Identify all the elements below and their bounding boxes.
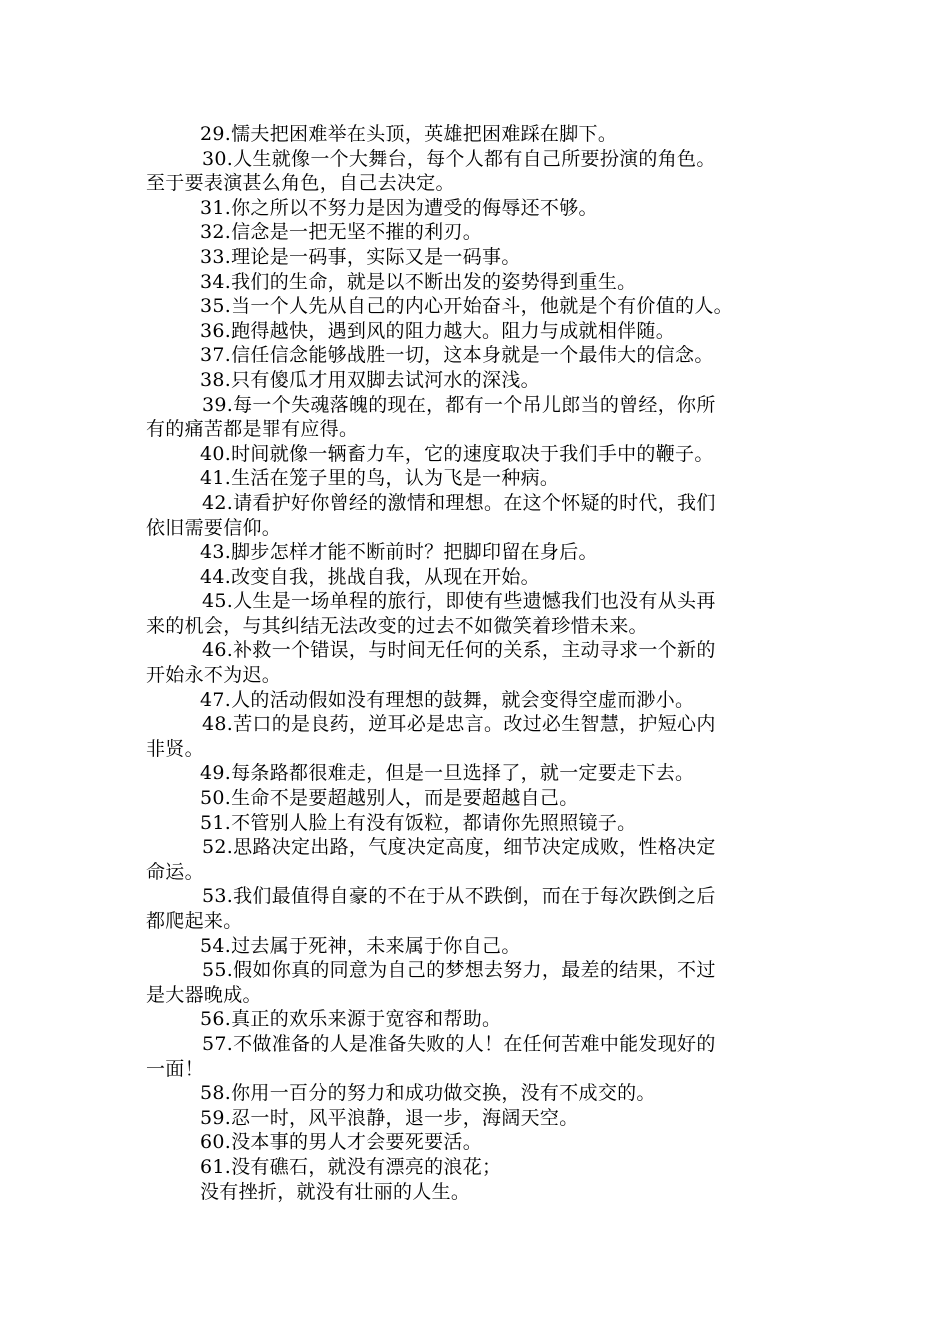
quote-line-continuation: 开始永不为迟。 xyxy=(146,664,282,687)
quote-line: 49.每条路都很难走，但是一旦选择了，就一定要走下去。 xyxy=(200,762,695,785)
quote-line: 32.信念是一把无坚不摧的利刃。 xyxy=(200,221,483,244)
quote-line: 60.没本事的男人才会要死要活。 xyxy=(200,1131,483,1154)
quote-line-continuation: 依旧需要信仰。 xyxy=(146,516,282,539)
quote-line-continuation: 是大器晚成。 xyxy=(146,983,262,1006)
quote-line: 36.跑得越快，遇到风的阻力越大。阻力与成就相伴随。 xyxy=(200,319,676,342)
quote-line: 51.不管别人脸上有没有饭粒，都请你先照照镜子。 xyxy=(200,811,637,834)
quote-line: 46.补救一个错误，与时间无任何的关系，主动寻求一个新的 xyxy=(202,639,716,662)
quote-line: 61.没有礁石，就没有漂亮的浪花； xyxy=(200,1155,502,1178)
quote-line: 39.每一个失魂落魄的现在，都有一个吊儿郎当的曾经，你所 xyxy=(202,393,716,416)
quote-line-continuation: 非贤。 xyxy=(146,737,204,760)
quote-list xyxy=(146,122,816,1204)
quote-line-continuation: 至于要表演甚么角色，自己去决定。 xyxy=(146,172,455,195)
quote-line-continuation: 有的痛苦都是罪有应得。 xyxy=(146,418,359,441)
quote-line: 29.懦夫把困难举在头顶，英雄把困难踩在脚下。 xyxy=(200,123,618,145)
quote-line: 42.请看护好你曾经的激情和理想。在这个怀疑的时代，我们 xyxy=(202,491,716,514)
quote-line-continuation: 来的机会，与其纠结无法改变的过去不如微笑着珍惜未来。 xyxy=(146,614,648,637)
quote-line: 41.生活在笼子里的鸟，认为飞是一种病。 xyxy=(200,467,560,490)
quote-line: 33.理论是一码事，实际又是一码事。 xyxy=(200,245,521,268)
quote-line-continuation: 没有挫折，就没有壮丽的人生。 xyxy=(200,1180,471,1203)
quote-line: 45.人生是一场单程的旅行，即使有些遗憾我们也没有从头再 xyxy=(202,590,716,613)
quote-line-continuation: 命运。 xyxy=(146,860,204,883)
quote-line: 53.我们最值得自豪的不在于从不跌倒，而在于每次跌倒之后 xyxy=(202,885,716,908)
quote-line: 55.假如你真的同意为自己的梦想去努力，最差的结果，不过 xyxy=(202,959,716,982)
quote-line: 30.人生就像一个大舞台，每个人都有自己所要扮演的角色。 xyxy=(202,147,716,170)
quote-line: 40.时间就像一辆畜力车，它的速度取决于我们手中的鞭子。 xyxy=(200,442,714,465)
quote-line: 58.你用一百分的努力和成功做交换，没有不成交的。 xyxy=(200,1082,656,1105)
quote-line: 59.忍一时，风平浪静，退一步，海阔天空。 xyxy=(200,1106,579,1129)
quote-line: 50.生命不是要超越别人，而是要超越自己。 xyxy=(200,787,579,810)
quote-line: 48.苦口的是良药，逆耳必是忠言。改过必生智慧，护短心内 xyxy=(202,713,716,736)
quote-line: 52.思路决定出路，气度决定高度，细节决定成败，性格决定 xyxy=(202,836,716,859)
quote-line: 47.人的活动假如没有理想的鼓舞，就会变得空虚而渺小。 xyxy=(200,688,695,711)
quote-line: 57.不做准备的人是准备失败的人！在任何苦难中能发现好的 xyxy=(202,1032,716,1055)
quote-line: 54.过去属于死神，未来属于你自己。 xyxy=(200,934,521,957)
quote-line-continuation: 都爬起来。 xyxy=(146,910,243,932)
quote-line: 44.改变自我，挑战自我，从现在开始。 xyxy=(200,565,540,588)
quote-line: 43.脚步怎样才能不断前时？把脚印留在身后。 xyxy=(200,541,598,564)
quote-line: 34.我们的生命，就是以不断出发的姿势得到重生。 xyxy=(200,270,637,293)
quote-line: 37.信任信念能够战胜一切，这本身就是一个最伟大的信念。 xyxy=(200,344,714,367)
quote-line: 35.当一个人先从自己的内心开始奋斗，他就是个有价值的人。 xyxy=(200,295,733,318)
quote-line: 31.你之所以不努力是因为遭受的侮辱还不够。 xyxy=(200,196,598,219)
quote-line: 38.只有傻瓜才用双脚去试河水的深浅。 xyxy=(200,368,540,391)
quote-line: 56.真正的欢乐来源于宽容和帮助。 xyxy=(200,1008,502,1031)
quote-line-continuation: 一面！ xyxy=(146,1057,204,1080)
